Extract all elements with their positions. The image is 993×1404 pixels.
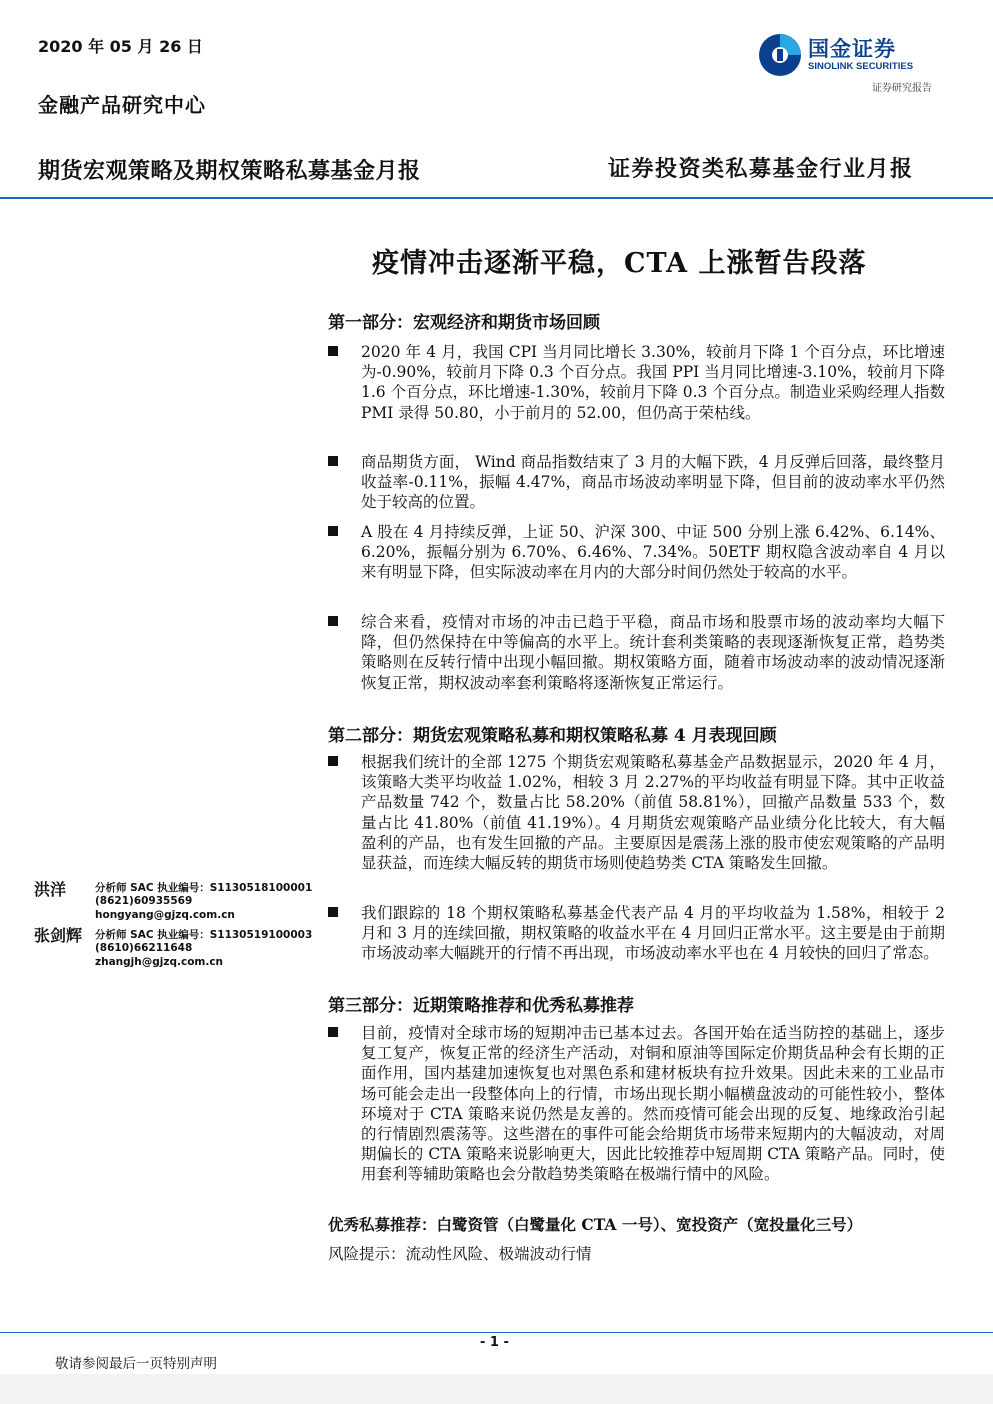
bullet-square-icon <box>328 1027 338 1037</box>
bullet-text: 我们跟踪的 18 个期权策略私募基金代表产品 4 月的平均收益为 1.58%，相较于 2 月和 3 月的连续回撤，期权策略的收益水平在 4 月回归正常水平。这主要是由于前期市场波动率大幅跳开的行情不再出现，市场波动率水平也在 4 月较快的回归了常态。 <box>361 904 945 963</box>
bullet-text: 目前，疫情对全球市场的短期冲击已基本过去。各国开始在适当防控的基础上，逐步复工复产，恢复正常的经济生产活动，对铜和原油等国际定价期货品种会有长期的正面作用，国内基建加速恢复也对黑色系和建材板块有拉升效果。因此未来的工业品市场可能会走出一段整体向上的行情，市场出现长期小幅横盘波动的可能性较小，整体环境对于 CTA 策略来说仍然是友善的。然而疫情可能会出现的反复、地缘政治引起的行情剧烈震荡等。这些潜在的事件可能会给期货市场带来短期内的大幅波动，对周期偏长的 CTA 策略来说影响更大，因此比较推荐中短周期 CTA 策略产品。同时，使用套利等辅助策略也会分散趋势类策略在极端行情中的风险。 <box>361 1024 945 1184</box>
header-divider <box>0 197 993 199</box>
disclaimer-note: 敬请参阅最后一页特别声明 <box>55 1356 217 1372</box>
bullet-text: 综合来看，疫情对市场的冲击已趋于平稳，商品市场和股票市场的波动率均大幅下降，但仍然保持在中等偏高的水平上。统计套利类策略的表现逐渐恢复正常，趋势类策略则在反转行情中出现小幅回撤。期权策略方面，随着市场波动率的波动情况逐渐恢复正常，期权波动率套利策略将逐渐恢复正常运行。 <box>361 613 945 692</box>
footer-divider <box>0 1332 993 1333</box>
industry-report-title: 证券投资类私募基金行业月报 <box>608 156 914 182</box>
analyst-name: 洪洋 <box>34 880 67 899</box>
bullet-square-icon <box>328 616 338 626</box>
logo-mark-icon <box>759 34 801 76</box>
report-type: 证券研究报告 <box>872 83 932 94</box>
bullet-text: 商品期货方面， Wind 商品指数结束了 3 月的大幅下跌，4 月反弹后回落，最终整月收益率-0.11%，振幅 4.47%，商品市场波动率明显下降，但目前的波动率水平仍然处于较高的位置。 <box>361 453 945 512</box>
bullet-text: 根据我们统计的全部 1275 个期货宏观策略私募基金产品数据显示，2020 年 4 月，该策略大类平均收益 1.02%，相较 3 月 2.27%的平均收益有明显下降。其中正收益产品数量 742 个，数量占比 58.20%（前值 58.81%），回撤产品数量 533 个，数量占比 41.80%（前值 41.19%）。4 月期货宏观策略产品业绩分化比较大，有大幅盈利的产品，也有发生回撤的产品。主要原因是震荡上涨的股市使宏观策略的产品明显获益，而连续大幅反转的期货市场则使趋势类 CTA 策略发生回撤。 <box>361 753 945 873</box>
footer-band <box>0 1374 993 1404</box>
section-title: 第三部分：近期策略推荐和优秀私募推荐 <box>328 996 634 1016</box>
analyst-cert: 分析师 SAC 执业编号：S1130519100003 <box>95 929 313 941</box>
risk-warning: 风险提示：流动性风险、极端波动行情 <box>328 1245 592 1263</box>
analyst-cert: 分析师 SAC 执业编号：S1130518100001 <box>95 882 313 894</box>
bullet-square-icon <box>328 456 338 466</box>
bullet-square-icon <box>328 907 338 917</box>
analyst-email[interactable]: hongyang@gjzq.com.cn <box>95 909 235 921</box>
department-name: 金融产品研究中心 <box>38 93 206 117</box>
section-title: 第一部分：宏观经济和期货市场回顾 <box>328 313 600 333</box>
report-date: 2020 年 05 月 26 日 <box>38 37 203 56</box>
bullet-square-icon <box>328 756 338 766</box>
analyst-phone: (8610)66211648 <box>95 942 193 954</box>
report-series-title: 期货宏观策略及期权策略私募基金月报 <box>38 159 421 184</box>
recommended-funds: 优秀私募推荐：白鹭资管（白鹭量化 CTA 一号）、宽投资产（宽投量化三号） <box>328 1215 863 1234</box>
brand-name-en: SINOLINK SECURITIES <box>808 61 914 72</box>
bullet-square-icon <box>328 526 338 536</box>
brand-name-cn: 国金证券 <box>808 37 896 61</box>
analyst-name: 张剑辉 <box>34 926 83 945</box>
bullet-square-icon <box>328 346 338 356</box>
analyst-phone: (8621)60935569 <box>95 895 193 907</box>
bullet-text: 2020 年 4 月，我国 CPI 当月同比增长 3.30%，较前月下降 1 个百分点，环比增速为-0.90%，较前月下降 0.3 个百分点。我国 PPI 当月同比增速-3.10%，较前月下降 1.6 个百分点，环比增速-1.30%，较前月下降 0.3 个百分点。制造业采购经理人指数 PMI 录得 50.80，小于前月的 52.00，但仍高于荣枯线。 <box>361 343 945 422</box>
page-number: - 1 - <box>480 1335 509 1350</box>
section-title: 第二部分：期货宏观策略私募和期权策略私募 4 月表现回顾 <box>328 726 777 746</box>
analyst-email[interactable]: zhangjh@gjzq.com.cn <box>95 956 224 968</box>
bullet-text: A 股在 4 月持续反弹，上证 50、沪深 300、中证 500 分别上涨 6.42%、6.14%、6.20%，振幅分别为 6.70%、6.46%、7.34%。50ETF 期权隐含波动率自 4 月以来有明显下降，但实际波动率在月内的大部分时间仍然处于较高的水平。 <box>361 523 945 582</box>
report-headline: 疫情冲击逐渐平稳，CTA 上涨暂告段落 <box>372 248 867 279</box>
